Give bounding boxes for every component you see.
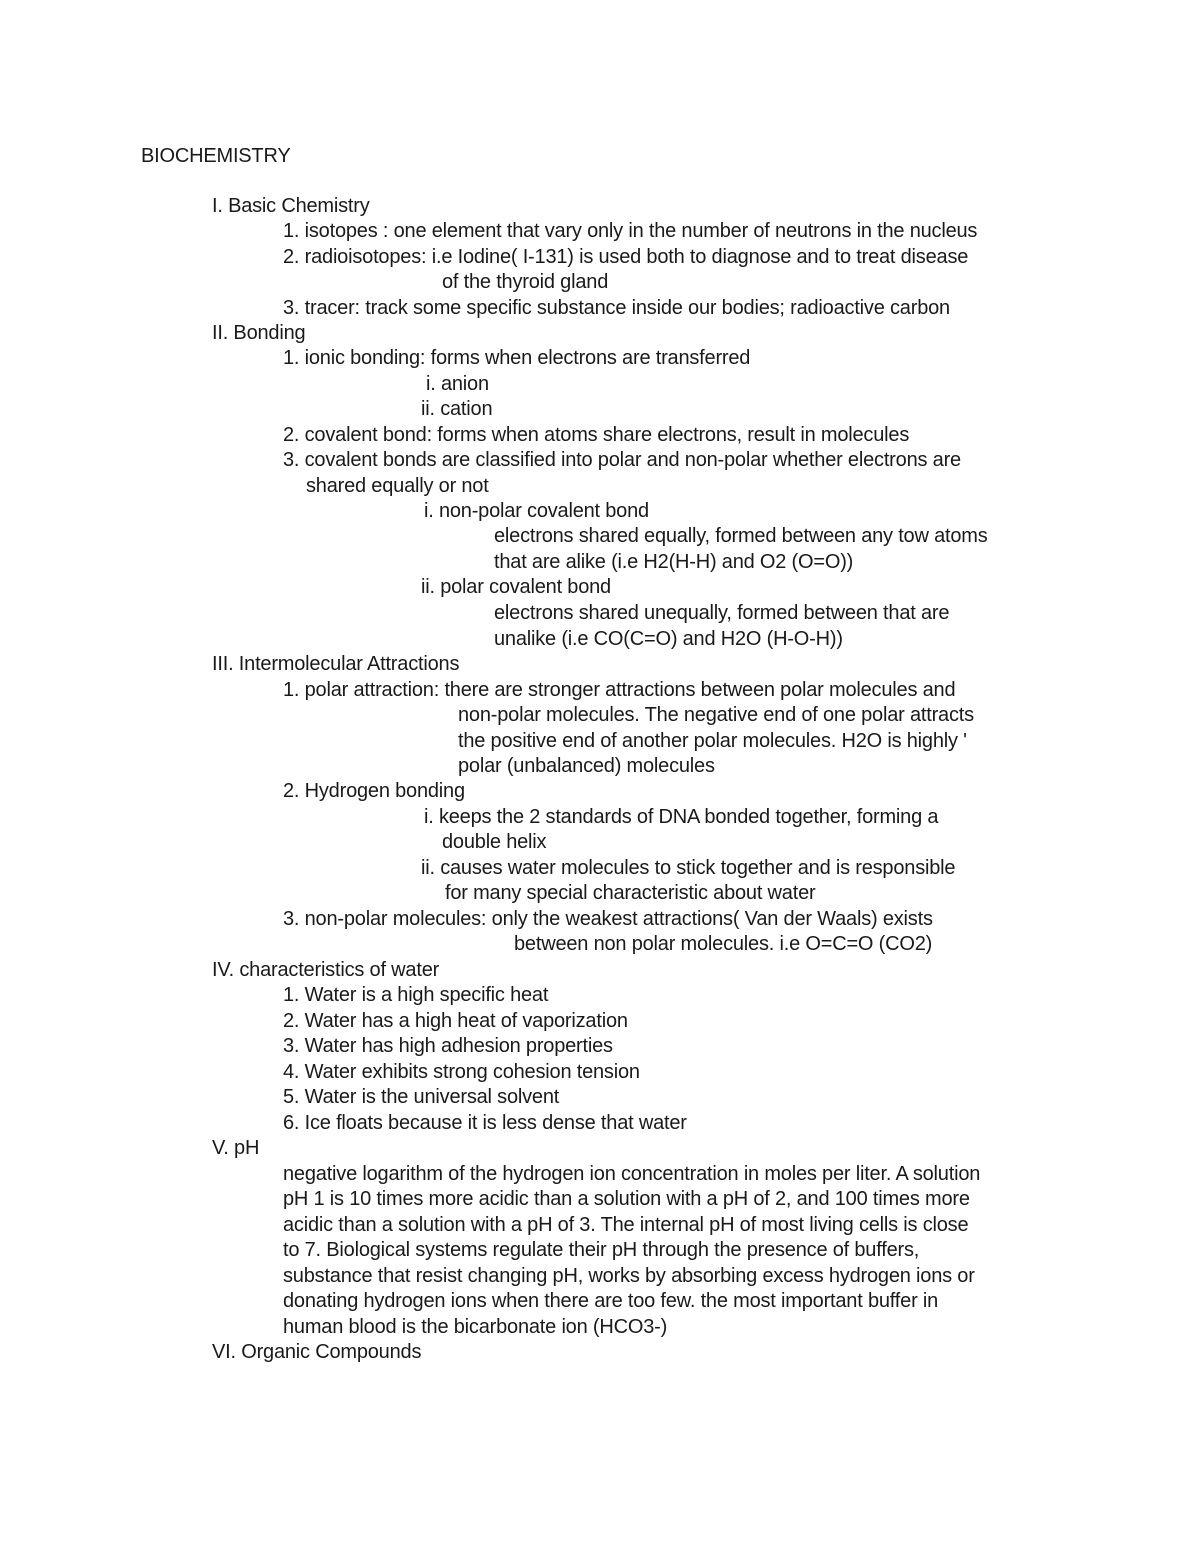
section-heading: III. Intermolecular Attractions: [212, 653, 460, 675]
list-item: 3. non-polar molecules: only the weakest attractions( Van der Waals) exists: [283, 908, 933, 930]
sub-item-detail: electrons shared equally, formed between any tow atoms: [494, 525, 988, 547]
list-item: 2. Hydrogen bonding: [283, 780, 465, 802]
list-item: 1. Water is a high specific heat: [283, 984, 549, 1006]
list-item: 2. Water has a high heat of vaporization: [283, 1010, 628, 1032]
section-heading: II. Bonding: [212, 322, 306, 344]
sub-item-detail: unalike (i.e CO(C=O) and H2O (H-O-H)): [494, 628, 843, 650]
list-item-continuation: shared equally or not: [306, 475, 489, 497]
list-item: 1. ionic bonding: forms when electrons are transferred: [283, 347, 751, 369]
list-item-continuation: polar (unbalanced) molecules: [458, 755, 715, 777]
sub-item-detail: electrons shared unequally, formed between that are: [494, 602, 950, 624]
list-item-continuation: the positive end of another polar molecules. H2O is highly ': [458, 730, 967, 752]
paragraph-line: negative logarithm of the hydrogen ion concentration in moles per liter. A solution: [283, 1163, 981, 1185]
list-item: 3. tracer: track some specific substance inside our bodies; radioactive carbon: [283, 297, 950, 319]
list-item: 2. radioisotopes: i.e Iodine( I-131) is used both to diagnose and to treat disease: [283, 246, 969, 268]
sub-item: i. anion: [426, 373, 489, 395]
list-item-continuation: non-polar molecules. The negative end of one polar attracts: [458, 704, 974, 726]
section-heading: V. pH: [212, 1137, 260, 1159]
list-item-continuation: of the thyroid gland: [442, 271, 609, 293]
sub-item: ii. cation: [421, 398, 493, 420]
paragraph-line: to 7. Biological systems regulate their pH through the presence of buffers,: [283, 1239, 920, 1261]
paragraph-line: substance that resist changing pH, works by absorbing excess hydrogen ions or: [283, 1265, 975, 1287]
sub-item-continuation: double helix: [442, 831, 547, 853]
paragraph-line: human blood is the bicarbonate ion (HCO3-): [283, 1316, 668, 1338]
paragraph-line: pH 1 is 10 times more acidic than a solution with a pH of 2, and 100 times more: [283, 1188, 970, 1210]
sub-item: i. non-polar covalent bond: [424, 500, 649, 522]
sub-item-detail: that are alike (i.e H2(H-H) and O2 (O=O)): [494, 551, 854, 573]
paragraph-line: acidic than a solution with a pH of 3. The internal pH of most living cells is close: [283, 1214, 969, 1236]
sub-item: i. keeps the 2 standards of DNA bonded together, forming a: [424, 806, 939, 828]
list-item: 5. Water is the universal solvent: [283, 1086, 560, 1108]
list-item: 2. covalent bond: forms when atoms share electrons, result in molecules: [283, 424, 910, 446]
list-item: 6. Ice floats because it is less dense that water: [283, 1112, 687, 1134]
section-heading: VI. Organic Compounds: [212, 1341, 422, 1363]
list-item: 4. Water exhibits strong cohesion tension: [283, 1061, 640, 1083]
section-heading: I. Basic Chemistry: [212, 195, 370, 217]
sub-item: ii. polar covalent bond: [421, 576, 611, 598]
list-item: 3. Water has high adhesion properties: [283, 1035, 613, 1057]
list-item: 3. covalent bonds are classified into polar and non-polar whether electrons are: [283, 449, 961, 471]
paragraph-line: donating hydrogen ions when there are too few. the most important buffer in: [283, 1290, 939, 1312]
list-item: 1. polar attraction: there are stronger attractions between polar molecules and: [283, 679, 956, 701]
document-title: BIOCHEMISTRY: [141, 145, 291, 167]
section-heading: IV. characteristics of water: [212, 959, 440, 981]
list-item: 1. isotopes : one element that vary only in the number of neutrons in the nucleus: [283, 220, 978, 242]
sub-item: ii. causes water molecules to stick together and is responsible: [421, 857, 956, 879]
list-item-continuation: between non polar molecules. i.e O=C=O (CO2): [514, 933, 933, 955]
sub-item-continuation: for many special characteristic about water: [445, 882, 816, 904]
